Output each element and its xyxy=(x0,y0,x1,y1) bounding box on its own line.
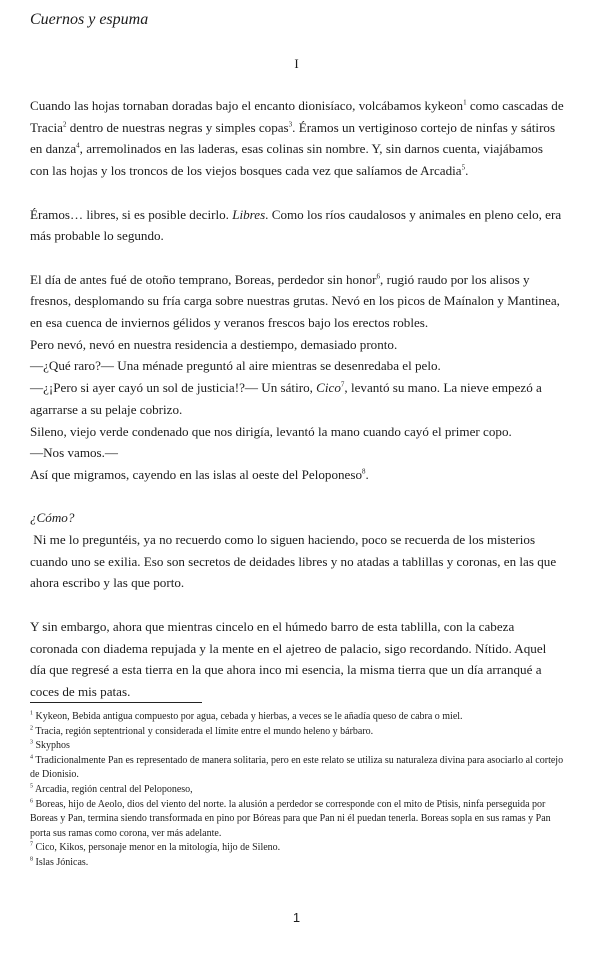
footnote-ref-6[interactable]: 6 xyxy=(376,272,381,281)
paragraph-2: Éramos… libres, si es posible decirlo. Libres. Como los ríos caudalosos y animales en pleno celo, era más probable lo segundo. xyxy=(30,206,562,244)
section-question: ¿Cómo? xyxy=(30,510,75,526)
footnote-3: $^3$ Skyphos xyxy=(30,739,70,752)
paragraph-3: El día de antes fué de otoño temprano, Boreas, perdedor sin honor$^6$, rugió raudo por los alisos y fresnos, desplomando su fría carga sobre nuestras grutas. Nevó en los picos de Maínalon y Mantinea, en esa cuenca de inviernos gélidos y veranos frescos bajo los erectos robles. xyxy=(30,271,560,330)
footnote-divider xyxy=(30,702,202,703)
page-number: 1 xyxy=(292,910,301,925)
paragraph-4: Pero nevó, nevó en nuestra residencia a destiempo, demasiado pronto. xyxy=(30,336,398,352)
footnote-ref-1[interactable]: 1 xyxy=(463,98,467,107)
emphasis: Libres xyxy=(232,206,266,222)
paragraph-gap xyxy=(30,247,565,269)
footnote-ref-7[interactable]: 7 xyxy=(340,380,345,389)
footnote-ref-3[interactable]: 3 xyxy=(288,120,293,129)
dialogue-line-1: —¿Qué raro?— Una ménade preguntó al aire mientras se desenredaba el pelo. xyxy=(30,358,441,374)
footnote-6: $^6$ Boreas, hijo de Aeolo, dios del viento del norte. la alusión a perdedor se corresponde con el mito de Ptisis, ninfa perseguida por Boreas y Pan, termina siendo transformada en pino por Bóreas para que Pan ni él puedan tenerla. Boreas sopla en sus ramas y Pan porta sus ramas como corona, ver más adelante. xyxy=(30,798,551,839)
footnote-2: $^2$ Tracia, región septentrional y considerada el límite entre el mundo heleno y bárbaro. xyxy=(30,725,374,737)
dialogue-line-3: —Nos vamos.— xyxy=(30,445,119,461)
footnote-7: $^7$ Cico, Kikos, personaje menor en la mitología, hijo de Sileno. xyxy=(30,842,281,854)
footnote-1: $^1$ Kykeon, Bebida antigua compuesto por agua, cebada y hierbas, a veces se le añadía queso de cabra o miel. xyxy=(30,710,463,722)
paragraph-gap xyxy=(30,486,565,508)
paragraph-6: Así que migramos, cayendo en las islas al oeste del Peloponeso$^8$. xyxy=(30,466,369,482)
footnote-ref-4[interactable]: 4 xyxy=(76,142,80,151)
footnote-ref-2[interactable]: 2 xyxy=(62,120,67,129)
emphasis: Cico xyxy=(316,380,341,396)
footnotes xyxy=(30,710,565,871)
footnote-ref-8[interactable]: 8 xyxy=(362,467,366,476)
story-body xyxy=(30,95,565,703)
story-title: Cuernos y espuma xyxy=(30,11,149,28)
paragraph-7: Ni me lo preguntéis, ya no recuerdo como lo siguen haciendo, poco se recuerda de los misterios cuando uno se exilia. Eso son secretos de deidades libres y no atadas a tablillas y coronas, en las que ahora escribo y las que porto. xyxy=(30,532,560,591)
footnote-4: $^4$ Tradicionalmente Pan es representado de manera solitaria, pero en este relato se utiliza su naturaleza divina para asociarlo al cortejo de Dionisio. xyxy=(30,754,564,781)
paragraph-gap xyxy=(30,594,565,616)
dialogue-line-2: —¿¡Pero si ayer cayó un sol de justicia!?— Un sátiro, Cico$^7$, levantó su mano. La nieve empezó a agarrarse a su pelaje cobrizo. xyxy=(30,380,542,417)
paragraph-8: Y sin embargo, ahora que mientras cincelo en el húmedo barro de esta tablilla, con la cabeza coronada con diadema repujada y la mente en el ajetreo de palacio, sigo recordando. Nítido. Aquel día que regresé a esta tierra en la que ahora inco mi esencia, la misma tierra que un día arranqué a coces de mis patas. xyxy=(30,618,547,699)
paragraph-gap xyxy=(30,182,565,204)
footnote-ref-5[interactable]: 5 xyxy=(461,163,466,172)
footnote-8: $^8$ Islas Jónicas. xyxy=(30,856,89,868)
chapter-number: I xyxy=(294,56,299,71)
footnote-5: $^5$ Arcadia, región central del Peloponeso, xyxy=(30,783,193,795)
paragraph-5: Sileno, viejo verde condenado que nos dirigía, levantó la mano cuando cayó el primer copo. xyxy=(30,423,512,439)
paragraph-1: Cuando las hojas tornaban doradas bajo el encanto dionisíaco, volcábamos kykeon$^1$ como cascadas de Tracia$^2$ dentro de nuestras negras y simples copas$^3$. Éramos un vertiginoso cortejo de ninfas y sátiros en danza$^4$, arremolinados en las laderas, esas colinas sin nombre. Y, sin darnos cuenta, viajábamos con las hojas y los troncos de los viejos bosques cada vez que salíamos de Arcadia$^5$. xyxy=(30,98,564,179)
